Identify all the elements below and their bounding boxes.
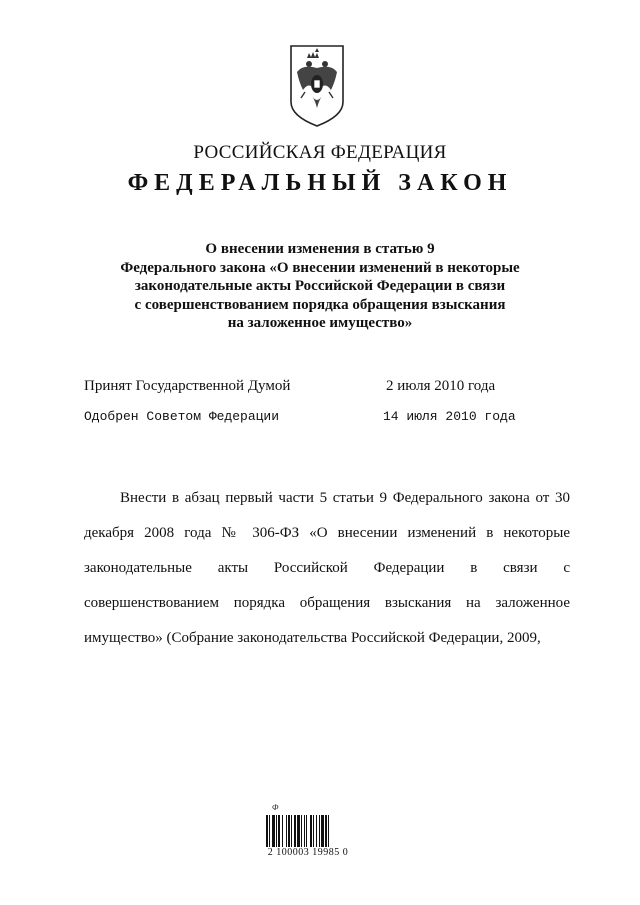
- adoption-duma-date: 2 июля 2010 года: [386, 378, 496, 394]
- approval-council-label: Одобрен Советом Федерации: [84, 409, 280, 424]
- document-barcode: [258, 803, 358, 863]
- adoption-duma-label: Принят Государственной Думой: [84, 378, 291, 394]
- law-title: [60, 240, 580, 333]
- law-title-line: с совершенствованием порядка обращения взыскания: [134, 296, 506, 313]
- law-body: [84, 481, 570, 656]
- state-emblem: [289, 42, 345, 128]
- law-title-line: законодательные акты Российской Федерации в связи: [134, 278, 506, 294]
- body-paragraph: Внести в абзац первый части 5 статьи 9 Федерального закона от 30 декабря 2008 года № 306-ФЗ «О внесении изменений в некоторые законодательные акты Российской Федерации в связи с совершенствованием порядка обращения взыскания на заложенное имущество» (Собрание законодательства Российской Федерации, 2009,: [84, 490, 570, 646]
- document-type: ФЕДЕРАЛЬНЫЙ ЗАКОН: [127, 170, 513, 196]
- barcode-icon: [266, 815, 350, 847]
- law-title-line: О внесении изменения в статью 9: [205, 241, 435, 257]
- country-name: РОССИЙСКАЯ ФЕДЕРАЦИЯ: [193, 142, 447, 163]
- law-title-line: Федерального закона «О внесении изменений в некоторые: [120, 259, 520, 276]
- approval-council-date: 14 июля 2010 года: [383, 409, 516, 424]
- russian-double-headed-eagle-icon: [289, 42, 345, 128]
- initials-mark: Ф: [272, 803, 279, 812]
- barcode-number: 2 100003 19985 0: [267, 847, 349, 858]
- law-title-line: на заложенное имущество»: [227, 315, 413, 331]
